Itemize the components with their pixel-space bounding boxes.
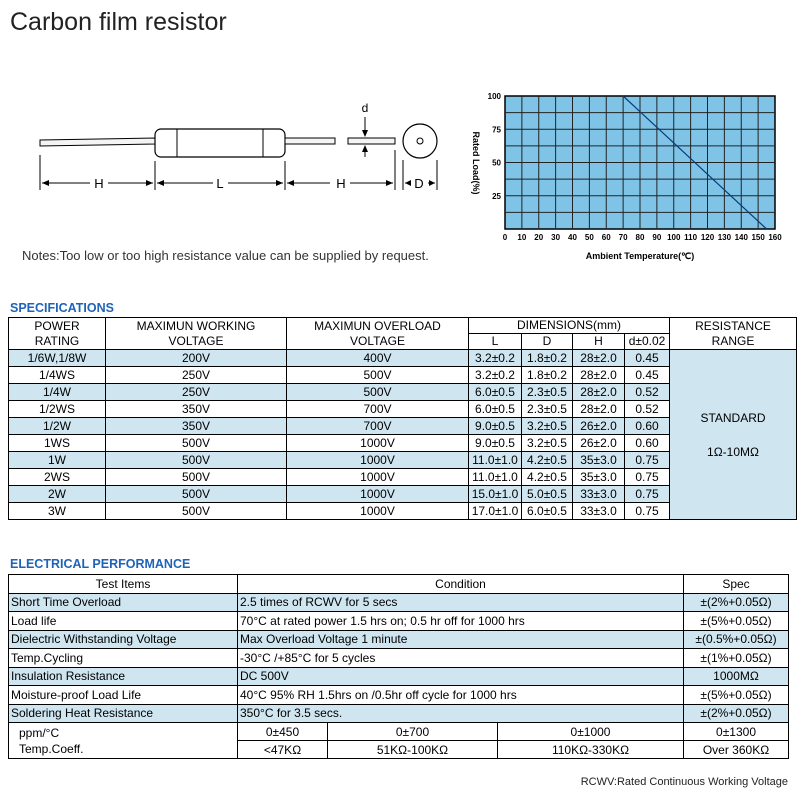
elec-spec: ±(2%+0.05Ω) — [684, 704, 789, 723]
chart-x-tick-label: 30 — [551, 233, 561, 242]
temp-coeff-text: Temp.Coeff. — [19, 741, 84, 756]
ppm-value: 0±450 — [238, 723, 328, 741]
spec-dim-l: 11.0±1.0 — [469, 469, 522, 486]
spec-dim-l: 15.0±1.0 — [469, 486, 522, 503]
ppm-value: 0±1000 — [498, 723, 684, 741]
spec-dim-d: 4.2±0.5 — [522, 452, 573, 469]
spec-power: 1W — [9, 452, 106, 469]
chart-x-tick-label: 140 — [734, 233, 748, 242]
spec-power: 1/6W,1/8W — [9, 350, 106, 367]
dim-label-d-body: D — [414, 176, 424, 191]
chart-x-tick-label: 20 — [534, 233, 544, 242]
page-title: Carbon film resistor — [10, 8, 227, 36]
spec-working: 500V — [106, 469, 287, 486]
chart-x-tick-label: 70 — [618, 233, 628, 242]
elec-item: Moisture-proof Load Life — [9, 686, 238, 705]
electrical-title: ELECTRICAL PERFORMANCE — [10, 557, 191, 571]
spec-overload: 1000V — [287, 503, 469, 520]
chart-x-tick-label: 40 — [568, 233, 577, 242]
hdr-resistance-range: RESISTANCE RANGE — [670, 318, 797, 350]
spec-dim-l: 9.0±0.5 — [469, 418, 522, 435]
spec-dim-h: 28±2.0 — [573, 350, 625, 367]
spec-dim-l: 6.0±0.5 — [469, 401, 522, 418]
range-value: 1Ω-10MΩ — [707, 444, 759, 459]
elec-spec: ±(5%+0.05Ω) — [684, 612, 789, 631]
elec-spec: ±(5%+0.05Ω) — [684, 686, 789, 705]
spec-overload: 1000V — [287, 469, 469, 486]
ppm-range: <47KΩ — [238, 741, 328, 759]
spec-dim-d: 4.2±0.5 — [522, 469, 573, 486]
spec-dim-h: 26±2.0 — [573, 418, 625, 435]
spec-dim-h: 28±2.0 — [573, 401, 625, 418]
spec-power: 3W — [9, 503, 106, 520]
spec-row — [9, 350, 797, 367]
elec-row — [9, 593, 789, 612]
elec-item: Temp.Cycling — [9, 649, 238, 668]
chart-x-tick-label: 110 — [684, 233, 698, 242]
spec-overload: 1000V — [287, 486, 469, 503]
elec-row — [9, 630, 789, 649]
spec-overload: 400V — [287, 350, 469, 367]
spec-power: 2WS — [9, 469, 106, 486]
elec-row — [9, 686, 789, 705]
notes-text: Notes:Too low or too high resistance value can be supplied by request. — [22, 248, 429, 263]
dim-label-h-right: H — [336, 176, 346, 191]
spec-overload: 500V — [287, 384, 469, 401]
spec-dim-h: 33±3.0 — [573, 486, 625, 503]
chart-x-tick-label: 100 — [667, 233, 681, 242]
dim-label-l: L — [216, 176, 224, 191]
ppm-range: Over 360KΩ — [684, 741, 789, 759]
spec-dim-l: 6.0±0.5 — [469, 384, 522, 401]
hdr-dim-d: D — [522, 334, 573, 350]
spec-working: 500V — [106, 503, 287, 520]
elec-item: Load life — [9, 612, 238, 631]
chart-y-tick-label: 75 — [492, 125, 501, 135]
spec-dim-d: 5.0±0.5 — [522, 486, 573, 503]
hdr-max-working-voltage: MAXIMUN WORKING VOLTAGE — [106, 318, 287, 350]
footnote: RCWV:Rated Continuous Working Voltage — [580, 776, 788, 788]
elec-condition: DC 500V — [238, 667, 684, 686]
spec-dim-small-d: 0.52 — [625, 401, 670, 418]
spec-dim-small-d: 0.75 — [625, 503, 670, 520]
spec-dim-l: 17.0±1.0 — [469, 503, 522, 520]
chart-x-tick-label: 0 — [502, 233, 508, 242]
spec-working: 350V — [106, 418, 287, 435]
elec-spec: ±(2%+0.05Ω) — [684, 593, 789, 612]
spec-overload: 500V — [287, 367, 469, 384]
spec-working: 500V — [106, 435, 287, 452]
elec-item: Short Time Overload — [9, 593, 238, 612]
spec-dim-l: 3.2±0.2 — [469, 367, 522, 384]
elec-item: Dielectric Withstanding Voltage — [9, 630, 238, 649]
elec-condition: -30°C /+85°C for 5 cycles — [238, 649, 684, 668]
elec-condition: 2.5 times of RCWV for 5 secs — [238, 593, 684, 612]
ppm-unit-label: ppm/°C — [19, 725, 60, 740]
spec-dim-d: 2.3±0.5 — [522, 401, 573, 418]
specifications-table — [8, 317, 797, 520]
chart-x-tick-label: 160 — [768, 233, 782, 242]
spec-dim-h: 35±3.0 — [573, 469, 625, 486]
spec-working: 500V — [106, 452, 287, 469]
spec-dim-d: 1.8±0.2 — [522, 350, 573, 367]
elec-condition: 70°C at rated power 1.5 hrs on; 0.5 hr off for 1000 hrs — [238, 612, 684, 631]
chart-y-tick-label: 100 — [487, 92, 501, 101]
chart-x-tick-label: 120 — [700, 233, 715, 242]
end-view-outer — [403, 124, 437, 158]
spec-dim-l: 11.0±1.0 — [469, 452, 522, 469]
elec-row — [9, 649, 789, 668]
chart-y-tick-label: 25 — [492, 191, 501, 201]
spec-working: 500V — [106, 486, 287, 503]
spec-dim-h: 28±2.0 — [573, 367, 625, 384]
elec-condition: 40°C 95% RH 1.5hrs on /0.5hr off cycle for 1000 hrs — [238, 686, 684, 705]
ppm-row — [9, 723, 789, 741]
chart-x-tick-label: 60 — [601, 233, 611, 242]
chart-y-label: Rated Load(%) — [471, 131, 481, 195]
dim-label-h-left: H — [94, 176, 104, 191]
spec-dim-l: 3.2±0.2 — [469, 350, 522, 367]
spec-overload: 700V — [287, 418, 469, 435]
hdr-power-rating: POWER RATING — [9, 318, 106, 350]
lead-end — [348, 138, 395, 144]
spec-power: 1WS — [9, 435, 106, 452]
spec-overload: 1000V — [287, 452, 469, 469]
ppm-value: 0±1300 — [684, 723, 789, 741]
end-view-inner — [417, 138, 423, 144]
hdr-dim-l: L — [469, 334, 522, 350]
spec-power: 2W — [9, 486, 106, 503]
spec-dim-small-d: 0.60 — [625, 435, 670, 452]
specifications-title: SPECIFICATIONS — [10, 301, 114, 315]
hdr-test-items: Test Items — [9, 575, 238, 594]
elec-spec: ±(1%+0.05Ω) — [684, 649, 789, 668]
spec-working: 250V — [106, 367, 287, 384]
spec-dim-d: 6.0±0.5 — [522, 503, 573, 520]
resistance-range-cell — [670, 350, 797, 520]
spec-working: 250V — [106, 384, 287, 401]
spec-dim-small-d: 0.52 — [625, 384, 670, 401]
spec-dim-small-d: 0.75 — [625, 452, 670, 469]
spec-dim-small-d: 0.45 — [625, 350, 670, 367]
spec-dim-l: 9.0±0.5 — [469, 435, 522, 452]
hdr-condition: Condition — [238, 575, 684, 594]
elec-item: Insulation Resistance — [9, 667, 238, 686]
electrical-table — [8, 574, 789, 759]
temp-coeff-label — [9, 723, 238, 759]
spec-dim-small-d: 0.60 — [625, 418, 670, 435]
hdr-max-overload-voltage: MAXIMUN OVERLOAD VOLTAGE — [287, 318, 469, 350]
chart-x-tick-label: 80 — [635, 233, 645, 242]
spec-dim-d: 3.2±0.5 — [522, 435, 573, 452]
spec-dim-small-d: 0.75 — [625, 469, 670, 486]
ppm-range: 110KΩ-330KΩ — [498, 741, 684, 759]
resistor-body — [155, 129, 285, 157]
hdr-dim-small-d: d±0.02 — [625, 334, 670, 350]
elec-row — [9, 704, 789, 723]
elec-row — [9, 667, 789, 686]
chart-y-tick-label: 50 — [492, 158, 501, 168]
spec-power: 1/4WS — [9, 367, 106, 384]
spec-dim-small-d: 0.75 — [625, 486, 670, 503]
spec-working: 200V — [106, 350, 287, 367]
spec-overload: 700V — [287, 401, 469, 418]
range-standard: STANDARD — [700, 410, 766, 425]
spec-power: 1/2WS — [9, 401, 106, 418]
spec-dim-h: 35±3.0 — [573, 452, 625, 469]
spec-dim-d: 3.2±0.5 — [522, 418, 573, 435]
spec-working: 350V — [106, 401, 287, 418]
elec-condition: 350°C for 3.5 secs. — [238, 704, 684, 723]
chart-x-tick-label: 150 — [751, 233, 765, 242]
left-lead — [40, 138, 155, 146]
spec-overload: 1000V — [287, 435, 469, 452]
chart-x-tick-label: 50 — [584, 233, 594, 242]
spec-dim-h: 26±2.0 — [573, 435, 625, 452]
chart-x-label: Ambient Temperature(℃) — [585, 251, 695, 261]
resistor-dimension-drawing — [30, 95, 450, 200]
spec-dim-small-d: 0.45 — [625, 367, 670, 384]
spec-dim-h: 28±2.0 — [573, 384, 625, 401]
ppm-range: 51KΩ-100KΩ — [328, 741, 498, 759]
elec-condition: Max Overload Voltage 1 minute — [238, 630, 684, 649]
spec-dim-h: 33±3.0 — [573, 503, 625, 520]
hdr-dimensions: DIMENSIONS(mm) — [469, 318, 670, 334]
spec-dim-d: 1.8±0.2 — [522, 367, 573, 384]
elec-item: Soldering Heat Resistance — [9, 704, 238, 723]
derating-chart — [465, 88, 785, 268]
hdr-dim-h: H — [573, 334, 625, 350]
right-lead — [285, 138, 335, 144]
spec-power: 1/2W — [9, 418, 106, 435]
elec-row — [9, 612, 789, 631]
ppm-value: 0±700 — [328, 723, 498, 741]
spec-power: 1/4W — [9, 384, 106, 401]
spec-dim-d: 2.3±0.5 — [522, 384, 573, 401]
elec-spec: ±(0.5%+0.05Ω) — [684, 630, 789, 649]
chart-x-tick-label: 130 — [717, 233, 732, 242]
dim-label-d-lead: d — [361, 101, 369, 115]
chart-x-tick-label: 90 — [652, 233, 662, 242]
hdr-spec: Spec — [684, 575, 789, 594]
elec-spec: 1000MΩ — [684, 667, 789, 686]
chart-x-tick-label: 10 — [517, 233, 527, 242]
